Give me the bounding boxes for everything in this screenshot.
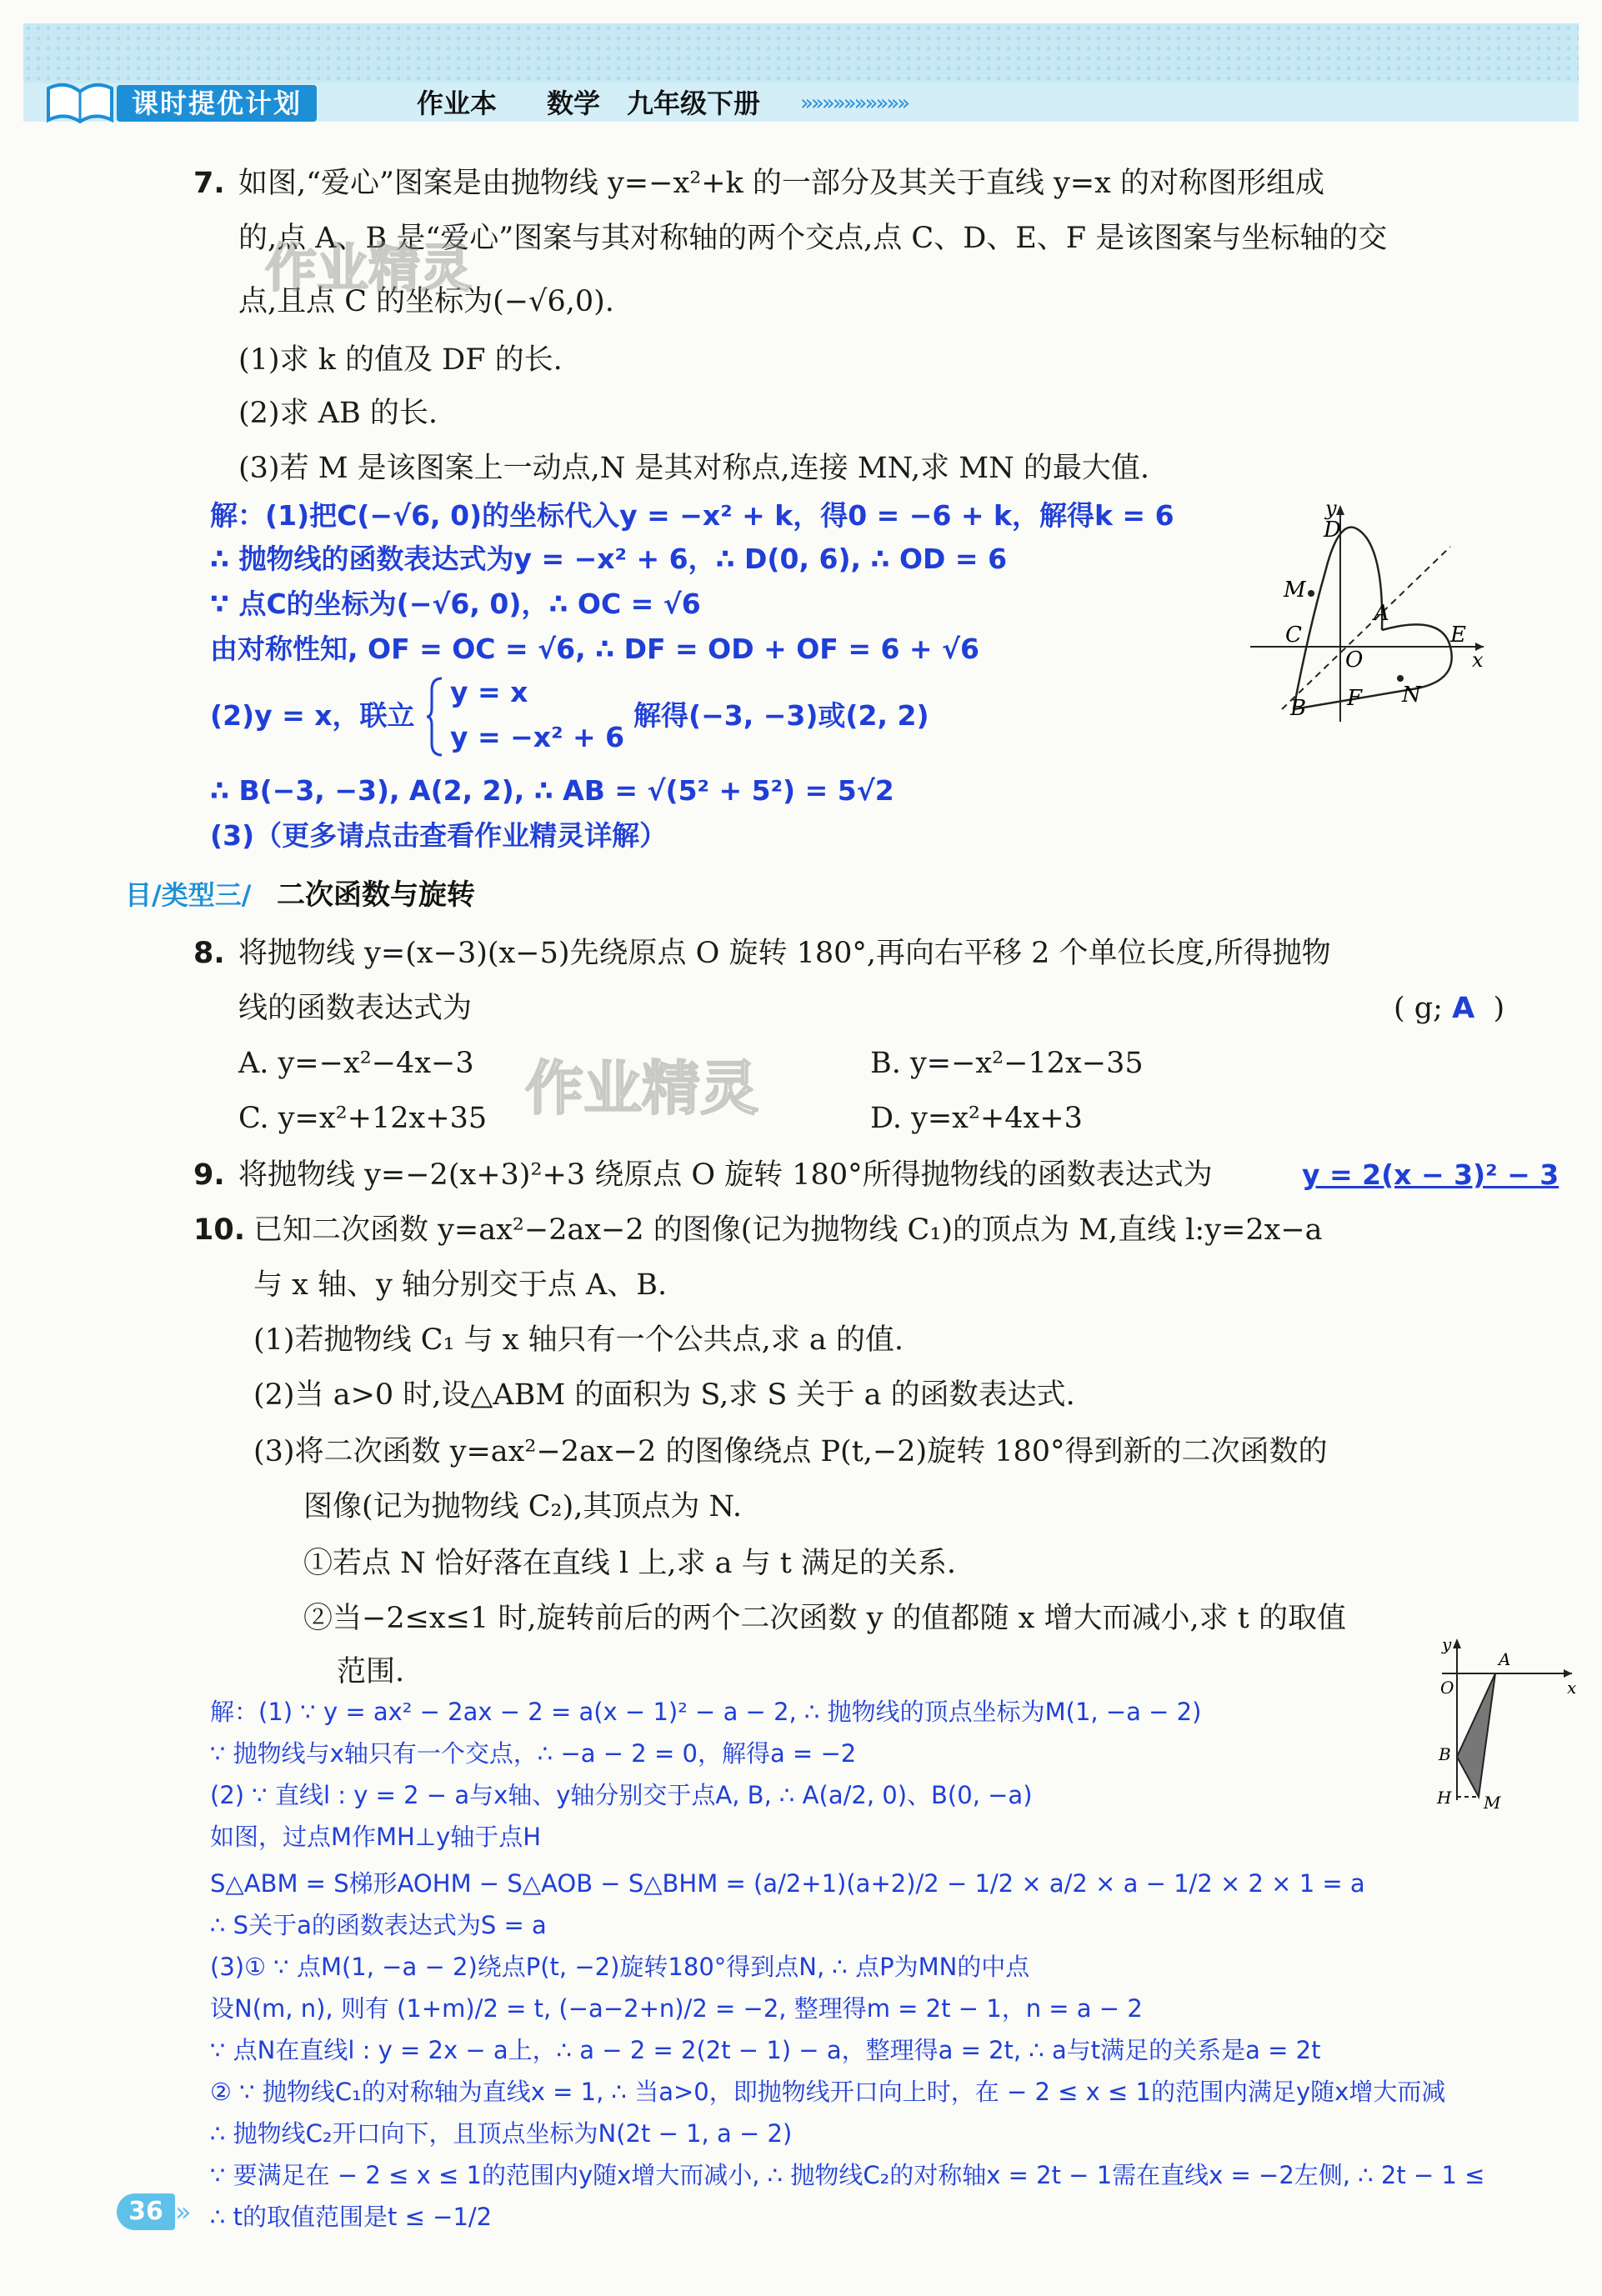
brace-icon [425,677,445,757]
heart-figure [1242,497,1492,730]
fig2-label-b: B [1439,1744,1451,1764]
q10-solution-line11: ∴ 抛物线C₂开口向下，且顶点坐标为N(2t − 1, a − 2) [210,2119,793,2148]
q10-part3d: ②当−2≤x≤1 时,旋转前后的两个二次函数 y 的值都随 x 增大而减小,求 t 的取值 [303,1602,1346,1635]
brand-title: 课时提优计划 [117,85,317,122]
q7-system-eq2: y = −x² + 6 [450,721,625,753]
q7-system-result: 解得(−3, −3)或(2, 2) [633,699,929,732]
q7-part2: (2)求 AB 的长. [238,397,438,430]
q8-number: 8. [193,937,225,970]
q10-solution-line8: 设N(m, n), 则有 (1+m)/2 = t, (−a−2+n)/2 = −2, 整理得m = 2t − 1，n = a − 2 [210,1994,1143,2023]
page-number: 36 [117,2193,175,2230]
q8-answer: A [1452,992,1475,1025]
fig2-label-x: x [1567,1678,1577,1698]
fig1-label-c: C [1285,623,1302,648]
q8-line1: 将抛物线 y=(x−3)(x−5)先绕原点 O 旋转 180°,再向右平移 2 个单位长度,所得抛物 [238,937,1331,970]
fig1-label-y: y [1325,497,1337,520]
q10-solution-line7: (3)① ∵ 点M(1, −a − 2)绕点P(t, −2)旋转180°得到点N, ∴ 点P为MN的中点 [210,1953,1030,1981]
q8-option-c: C. y=x²+12x+35 [238,1102,488,1135]
q7-solution-ab: ∴ B(−3, −3), A(2, 2), ∴ AB = √(5² + 5²) = 5√2 [210,774,894,807]
fig1-label-e: E [1450,623,1466,648]
q7-line1: 如图,“爱心”图案是由抛物线 y=−x²+k 的一部分及其关于直线 y=x 的对称图形组成 [238,167,1324,200]
q8-option-a: A. y=−x²−4x−3 [238,1047,474,1080]
q10-solution-line3: (2) ∵ 直线l : y = 2 − a与x轴、y轴分别交于点A, B, ∴ A(a/2, 0)、B(0, −a) [210,1781,1033,1809]
fig1-label-d: D [1324,518,1341,543]
q9-answer: y = 2(x − 3)² − 3 [1302,1158,1559,1191]
section-title: 二次函数与旋转 [277,878,475,912]
q10-solution-line13: ∴ t的取值范围是t ≤ −1/2 [210,2203,493,2231]
q10-solution-line10: ② ∵ 抛物线C₁的对称轴为直线x = 1, ∴ 当a>0，即抛物线开口向上时，在 − 2 ≤ x ≤ 1的范围内满足y随x增大而减 [210,2078,1446,2106]
q8-option-b: B. y=−x²−12x−35 [870,1047,1144,1080]
q10-part3a: (3)将二次函数 y=ax²−2ax−2 的图像绕点 P(t,−2)旋转 180°得到新的二次函数的 [253,1435,1328,1468]
fig2-label-o: O [1440,1678,1454,1698]
q10-part3e: 范围. [337,1655,405,1688]
fig1-label-x: x [1472,648,1484,672]
book-label: 作业本 [417,88,498,119]
q10-part1: (1)若抛物线 C₁ 与 x 轴只有一个公共点,求 a 的值. [253,1323,904,1357]
q7-solution-line1: 解：(1)把C(−√6, 0)的坐标代入y = −x² + k，得0 = −6 + k，解得k = 6 [210,499,1174,532]
book-icon [43,77,117,125]
q8-answer-bracket: ( g; A ) [1394,992,1505,1025]
q10-solution-line4: 如图，过点M作MH⊥y轴于点H [210,1823,542,1851]
fig1-label-a: A [1374,601,1389,626]
q10-part2: (2)当 a>0 时,设△ABM 的面积为 S,求 S 关于 a 的函数表达式. [253,1378,1075,1412]
q7-solution-line2: ∴ 抛物线的函数表达式为y = −x² + 6，∴ D(0, 6), ∴ OD = 6 [210,543,1008,575]
q7-part3: (3)若 M 是该图案上一动点,N 是其对称点,连接 MN,求 MN 的最大值. [238,452,1149,485]
page-chevron-icon: » [175,2196,192,2228]
fig2-label-h: H [1437,1788,1452,1808]
q7-line3: 点,且点 C 的坐标为(−√6,0). [238,285,614,318]
q10-solution-line5: S△ABM = S梯形AOHM − S△AOB − S△BHM = (a/2+1)(a+2)/2 − 1/2 × a/2 × a − 1/2 × 2 × 1 = a [210,1869,1365,1898]
q10-solution-line9: ∵ 点N在直线l : y = 2x − a上，∴ a − 2 = 2(2t − 1) − a，整理得a = 2t, ∴ a与t满足的关系是a = 2t [210,2036,1321,2064]
subject-label: 数学 [547,88,601,119]
q7-number: 7. [193,167,225,200]
triangle-figure [1409,1633,1600,1817]
q7-solution-more: (3)（更多请点击查看作业精灵详解） [210,819,668,852]
q8-line2: 线的函数表达式为 [238,992,473,1025]
grade-label: 九年级下册 [627,88,761,119]
watermark-2: 作业精灵 [525,1054,758,1123]
header-arrows: »»»»»»»»»» [800,91,909,116]
q10-line1: 已知二次函数 y=ax²−2ax−2 的图像(记为抛物线 C₁)的顶点为 M,直线 l:y=2x−a [253,1213,1323,1247]
fig2-label-m: M [1484,1793,1501,1813]
q10-solution-line1: 解：(1) ∵ y = ax² − 2ax − 2 = a(x − 1)² − a − 2, ∴ 抛物线的顶点坐标为M(1, −a − 2) [210,1698,1202,1726]
q9-number: 9. [193,1158,225,1192]
q7-solution-system-prefix: (2)y = x，联立 [210,699,415,732]
q10-line2: 与 x 轴、y 轴分别交于点 A、B. [253,1268,668,1302]
fig2-label-a: A [1499,1649,1511,1669]
fig2-label-y: y [1442,1634,1452,1654]
fig1-label-f: F [1347,686,1363,711]
fig1-label-n: N [1402,683,1421,708]
q7-line2: 的,点 A、B 是“爱心”图案与其对称轴的两个交点,点 C、D、E、F 是该图案与坐标轴的交 [238,222,1388,255]
fig1-label-b: B [1290,696,1307,721]
q8-option-d: D. y=x²+4x+3 [870,1102,1083,1135]
q7-solution-line4: 由对称性知, OF = OC = √6, ∴ DF = OD + OF = 6 + √6 [210,633,980,665]
q10-solution-line2: ∵ 抛物线与x轴只有一个交点，∴ −a − 2 = 0，解得a = −2 [210,1739,857,1768]
watermark-1: 作业精灵 [265,238,473,298]
fig1-label-o: O [1345,648,1364,673]
q7-system-eq1: y = x [450,676,528,708]
q10-part3b: 图像(记为抛物线 C₂),其顶点为 N. [303,1490,743,1523]
section-label: 目/类型三/ [125,879,252,911]
q9-text: 将抛物线 y=−2(x+3)²+3 绕原点 O 旋转 180°所得抛物线的函数表达式为 [238,1158,1213,1192]
q7-solution-line3: ∵ 点C的坐标为(−√6, 0)，∴ OC = √6 [210,588,701,620]
q10-number: 10. [193,1213,246,1247]
q7-part1: (1)求 k 的值及 DF 的长. [238,343,563,377]
q10-solution-line12: ∵ 要满足在 − 2 ≤ x ≤ 1的范围内y随x增大而减小, ∴ 抛物线C₂的对称轴x = 2t − 1需在直线x = −2左侧, ∴ 2t − 1 ≤ [210,2161,1485,2189]
q10-part3c: ①若点 N 恰好落在直线 l 上,求 a 与 t 满足的关系. [303,1547,957,1580]
fig1-label-m: M [1284,578,1306,603]
q10-solution-line6: ∴ S关于a的函数表达式为S = a [210,1911,547,1939]
